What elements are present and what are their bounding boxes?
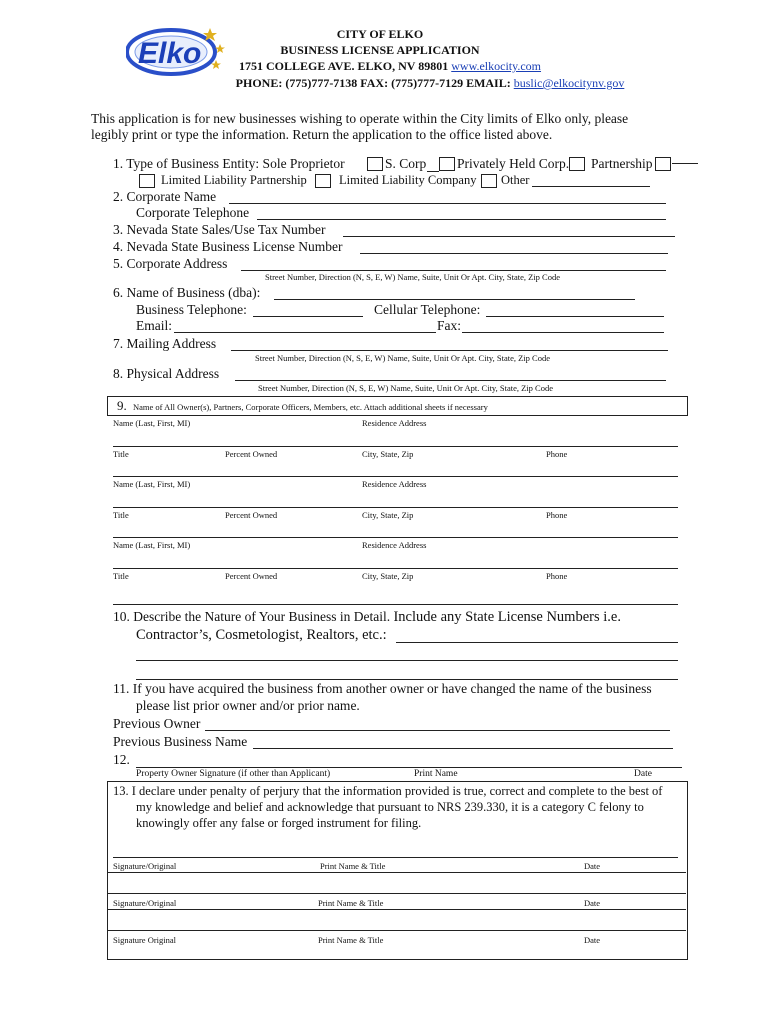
dba-field[interactable] bbox=[274, 299, 635, 300]
previous-business-field[interactable] bbox=[253, 748, 673, 749]
owner2-title-label: Title bbox=[113, 510, 129, 520]
owner3-name-label: Name (Last, First, MI) bbox=[113, 540, 191, 550]
q7-label: 7. Mailing Address bbox=[113, 336, 217, 351]
logo-text: Elko bbox=[138, 37, 202, 70]
email-link[interactable]: buslic@elkocitynv.gov bbox=[513, 76, 625, 90]
intro-line-1: This application is for new businesses wishing to operate within the City limits of Elko only, please bbox=[91, 111, 629, 126]
signature-field-3[interactable] bbox=[107, 930, 686, 931]
q9-label: Name of All Owner(s), Partners, Corporate Officers, Members, etc. Attach additional sheets if necessary bbox=[133, 402, 488, 412]
q5-label: 5. Corporate Address bbox=[113, 256, 228, 271]
state-license-field[interactable] bbox=[360, 253, 668, 254]
owner3-city-label: City, State, Zip bbox=[362, 571, 414, 581]
cell-phone-label: Cellular Telephone: bbox=[374, 302, 481, 317]
cell-phone-field[interactable] bbox=[486, 316, 664, 317]
city-heading: CITY OF ELKO bbox=[336, 27, 424, 41]
other-label: Other bbox=[501, 173, 530, 187]
form-title: BUSINESS LICENSE APPLICATION bbox=[280, 43, 480, 57]
nature-field-1[interactable] bbox=[396, 642, 678, 643]
previous-owner-field[interactable] bbox=[205, 730, 670, 731]
owner3-title-field[interactable] bbox=[113, 604, 678, 605]
q2-label: 2. Corporate Name bbox=[113, 189, 217, 204]
q13-line-3: knowingly offer any false or forged instrument for filing. bbox=[136, 816, 422, 830]
property-owner-signature-field[interactable] bbox=[136, 767, 682, 768]
owner3-phone-label: Phone bbox=[546, 571, 568, 581]
q1-label: 1. Type of Business Entity: Sole Proprietor bbox=[113, 156, 345, 171]
previous-owner-label: Previous Owner bbox=[113, 716, 201, 731]
owner2-name-label: Name (Last, First, MI) bbox=[113, 479, 191, 489]
email-label: Email: bbox=[136, 318, 172, 333]
header-address: 1751 COLLEGE AVE. ELKO, NV 89801 bbox=[238, 59, 449, 73]
q12-print-label: Print Name bbox=[414, 769, 458, 779]
q12-signature-label: Property Owner Signature (if other than Applicant) bbox=[136, 769, 331, 779]
owner1-phone-label: Phone bbox=[546, 449, 568, 459]
intro-line-2: legibly print or type the information. Return the application to the office listed above. bbox=[91, 127, 553, 142]
corporate-address-field[interactable] bbox=[241, 270, 666, 271]
corporate-phone-field[interactable] bbox=[257, 219, 666, 220]
q8-label: 8. Physical Address bbox=[113, 366, 220, 381]
sig1-label: Signature/Original bbox=[113, 861, 177, 871]
sig2-print-label: Print Name & Title bbox=[318, 898, 384, 908]
sig2-date-label: Date bbox=[584, 898, 601, 908]
business-phone-label: Business Telephone: bbox=[136, 302, 247, 317]
mailing-address-field[interactable] bbox=[231, 350, 668, 351]
s-corp-checkbox[interactable] bbox=[439, 157, 455, 171]
fax-field[interactable] bbox=[462, 332, 664, 333]
owner1-name-label: Name (Last, First, MI) bbox=[113, 418, 191, 428]
q9-number: 9. bbox=[117, 398, 127, 413]
q11-label-2: please list prior owner and/or prior name. bbox=[136, 698, 360, 713]
nature-field-2[interactable] bbox=[136, 660, 678, 661]
business-phone-field[interactable] bbox=[253, 316, 363, 317]
owner3-title-label: Title bbox=[113, 571, 129, 581]
sig1-date-label: Date bbox=[584, 861, 601, 871]
contact-line: PHONE: (775)777-7138 FAX: (775)777-7129 EMAIL: bbox=[235, 76, 511, 90]
nature-field-3[interactable] bbox=[136, 679, 678, 680]
owner3-percent-label: Percent Owned bbox=[225, 571, 278, 581]
signature-field-1[interactable] bbox=[113, 857, 678, 858]
owner1-title-label: Title bbox=[113, 449, 129, 459]
sole-proprietor-checkbox[interactable] bbox=[367, 157, 383, 171]
corporate-name-field[interactable] bbox=[229, 203, 666, 204]
owner2-residence-label: Residence Address bbox=[362, 479, 427, 489]
physical-address-field[interactable] bbox=[235, 380, 666, 381]
private-corp-label: Privately Held Corp. bbox=[457, 156, 570, 171]
sig3-label: Signature Original bbox=[113, 935, 177, 945]
q10-label-2: Contractor’s, Cosmetologist, Realtors, etc.: bbox=[136, 627, 387, 643]
owner1-title-field[interactable] bbox=[113, 476, 678, 477]
previous-business-label: Previous Business Name bbox=[113, 734, 248, 749]
q13-line-1: 13. I declare under penalty of perjury that the information provided is true, correct and complete to the best of bbox=[113, 784, 663, 798]
mailing-address-hint: Street Number, Direction (N, S, E, W) Name, Suite, Unit Or Apt. City, State, Zip Code bbox=[255, 353, 550, 363]
owner2-percent-label: Percent Owned bbox=[225, 510, 278, 520]
s-corp-label: S. Corp bbox=[385, 156, 427, 171]
physical-address-hint: Street Number, Direction (N, S, E, W) Name, Suite, Unit Or Apt. City, State, Zip Code bbox=[258, 383, 553, 393]
q11-label: 11. If you have acquired the business from another owner or have changed the name of the business bbox=[113, 681, 652, 696]
corporate-address-hint: Street Number, Direction (N, S, E, W) Name, Suite, Unit Or Apt. City, State, Zip Code bbox=[265, 272, 560, 282]
owner1-percent-label: Percent Owned bbox=[225, 449, 278, 459]
private-corp-checkbox[interactable] bbox=[569, 157, 585, 171]
fax-label: Fax: bbox=[437, 318, 462, 333]
owner3-name-field[interactable] bbox=[113, 568, 678, 569]
corporate-phone-label: Corporate Telephone bbox=[136, 205, 250, 220]
partnership-checkbox[interactable] bbox=[655, 157, 671, 171]
q10-label-b: Include any State License Numbers i.e. bbox=[393, 609, 621, 625]
other-checkbox[interactable] bbox=[481, 174, 497, 188]
sales-tax-field[interactable] bbox=[343, 236, 675, 237]
q12-number: 12. bbox=[113, 752, 130, 767]
q6-label: 6. Name of Business (dba): bbox=[113, 285, 261, 300]
other-field[interactable] bbox=[532, 186, 650, 187]
signature-field-2[interactable] bbox=[107, 893, 686, 894]
q10-label: 10. Describe the Nature of Your Business in Detail. bbox=[113, 609, 391, 624]
owner3-residence-label: Residence Address bbox=[362, 540, 427, 550]
q13-line-2: my knowledge and belief and acknowledge that pursuant to NRS 239.330, it is a category C felony to bbox=[136, 800, 644, 814]
sig2-label: Signature/Original bbox=[113, 898, 177, 908]
q12-date-label: Date bbox=[634, 769, 652, 779]
q4-label: 4. Nevada State Business License Number bbox=[113, 239, 343, 254]
sig3-print-label: Print Name & Title bbox=[318, 935, 384, 945]
llp-checkbox[interactable] bbox=[139, 174, 155, 188]
sig1-print-label: Print Name & Title bbox=[320, 861, 386, 871]
llc-label: Limited Liability Company bbox=[339, 173, 477, 187]
q3-label: 3. Nevada State Sales/Use Tax Number bbox=[113, 222, 326, 237]
owner2-phone-label: Phone bbox=[546, 510, 568, 520]
owner1-city-label: City, State, Zip bbox=[362, 449, 414, 459]
website-link[interactable]: www.elkocity.com bbox=[451, 59, 542, 73]
sig3-date-label: Date bbox=[584, 935, 601, 945]
owner2-city-label: City, State, Zip bbox=[362, 510, 414, 520]
owner2-title-field[interactable] bbox=[113, 537, 678, 538]
llp-label: Limited Liability Partnership bbox=[161, 173, 307, 187]
llc-checkbox[interactable] bbox=[315, 174, 331, 188]
email-field[interactable] bbox=[174, 332, 436, 333]
partnership-label: Partnership bbox=[591, 156, 653, 171]
owner2-name-field[interactable] bbox=[113, 507, 678, 508]
owner1-name-field[interactable] bbox=[113, 446, 678, 447]
owner1-residence-label: Residence Address bbox=[362, 418, 427, 428]
